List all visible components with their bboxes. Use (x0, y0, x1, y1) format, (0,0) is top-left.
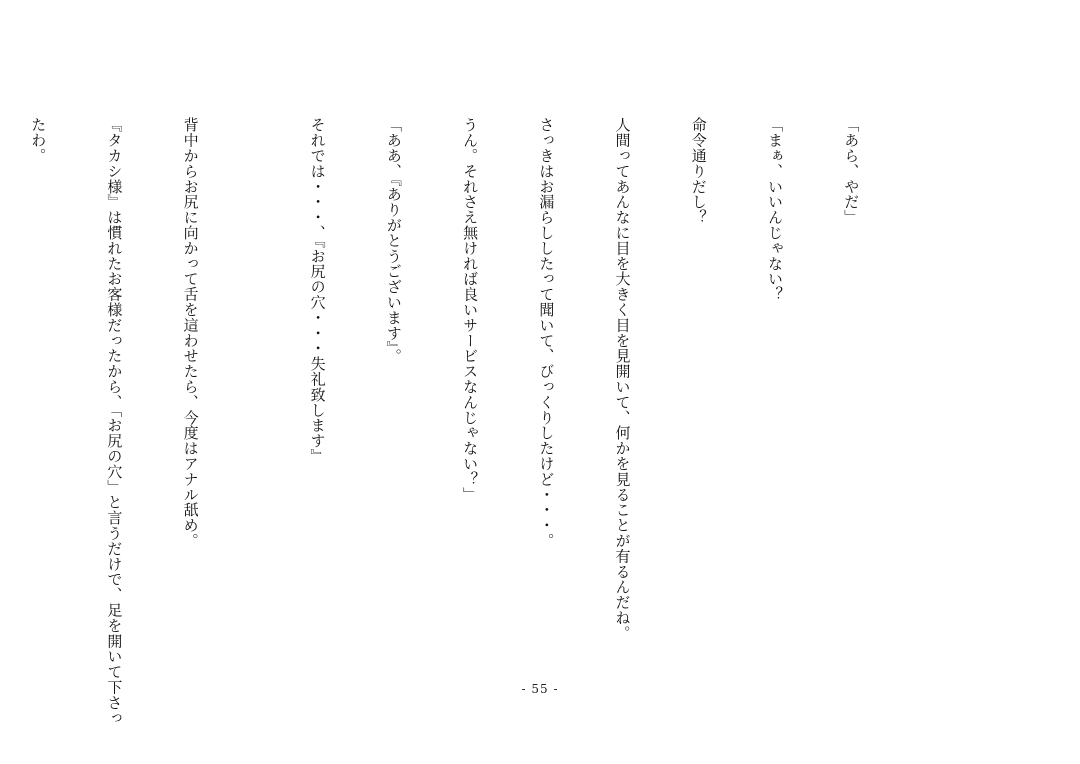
text-line: 「ああ、『ありがとうございます』。 (384, 117, 403, 364)
text-line: 「まぁ、いいんじゃない？ (765, 117, 784, 302)
text-line: それでは・・・、『お尻の穴・・・失礼致します』 (308, 117, 327, 464)
text-line: さっきはお漏らししたって聞いて、びっくりしたけど・・・。 (537, 117, 556, 549)
text-line: たわ。 (29, 117, 48, 164)
text-line: 人間ってあんなに目を大きく目を見開いて、何かを見ることが有るんだね。 (613, 117, 632, 641)
text-line: うん。それさえ無ければ良いサービスなんじゃない？」 (461, 117, 480, 502)
text-line: 背中からお尻に向かって舌を這わせたら、今度はアナル舐め。 (181, 117, 200, 549)
text-line: 「あら、やだ」 (842, 117, 861, 225)
text-line: 命令通りだし？ (689, 117, 708, 225)
page-number: - 55 - (521, 682, 559, 696)
text-line: 『タカシ様』は慣れたお客様だったから、「お尻の穴」と言うだけで、足を開いて下さっ (105, 117, 124, 726)
